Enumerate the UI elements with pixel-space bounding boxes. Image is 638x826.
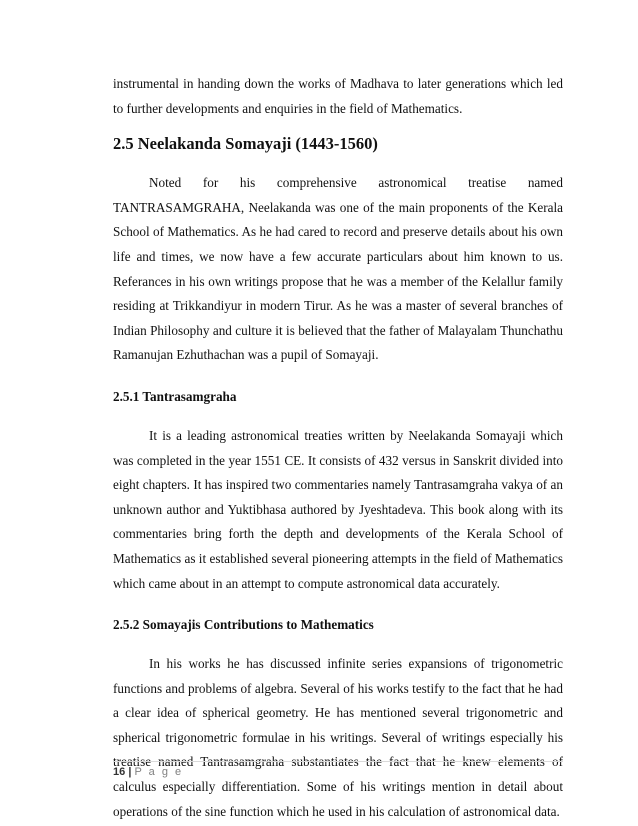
page-content bbox=[113, 72, 563, 824]
subsection-paragraph-tantrasamgraha: It is a leading astronomical treaties written by Neelakanda Somayaji which was completed in the year 1551 CE. It consists of 432 versus in Sanskrit divided into eight chapters. It has inspired two commentaries namely Tantrasamgraha vakya of an unknown author and Yuktibhasa authored by Jyeshtadeva. This book along with its commentaries bring forth the depth and developments of the Kerala School of Mathematics as it established several pioneering attempts in the field of Mathematics which came about in an attempt to compute astronomical data accurately. bbox=[113, 427, 563, 591]
subsection-heading-contributions: 2.5.2 Somayajis Contributions to Mathematics bbox=[113, 617, 374, 633]
subsection-paragraph-contributions: In his works he has discussed infinite series expansions of trigonometric functions and problems of algebra. Several of his works testify to the fact that he had a clear idea of spherical geometry. He has mentioned several trigonometric and spherical trigonometric formulae in his writings. Several of writings especially his treatise named Tantrasamgraha substantiates the fact that he knew elements of calculus especially differentiation. Some of his writings mention in detail about operations of the sine function which he used in his calculation of astronomical data. bbox=[113, 656, 563, 819]
page-footer bbox=[113, 761, 563, 778]
page-separator: | bbox=[128, 766, 132, 778]
page-number: 16 bbox=[113, 766, 126, 778]
page-word: P a g e bbox=[134, 766, 184, 778]
subsection-heading-tantrasamgraha: 2.5.1 Tantrasamgraha bbox=[113, 388, 237, 404]
section-heading: 2.5 Neelakanda Somayaji (1443-1560) bbox=[113, 134, 378, 154]
intro-paragraph: instrumental in handing down the works of Madhava to later generations which led to further developments and enquiries in the field of Mathematics. bbox=[113, 76, 563, 116]
section-paragraph: Noted for his comprehensive astronomical treatise named TANTRASAMGRAHA, Neelakanda was one of the main proponents of the Kerala School of Mathematics. As he had cared to record and preserve details about his own life and times, we now have a few accurate particulars about him known to us. Referances in his own writings propose that he was a member of the Kelallur family residing at Trikkandiyur in modern Tirur. As he was a master of several branches of Indian Philosophy and culture it is believed that the father of Malayalam Thunchathu Ramanujan Ezhuthachan was a pupil of Somayaji. bbox=[113, 175, 563, 363]
